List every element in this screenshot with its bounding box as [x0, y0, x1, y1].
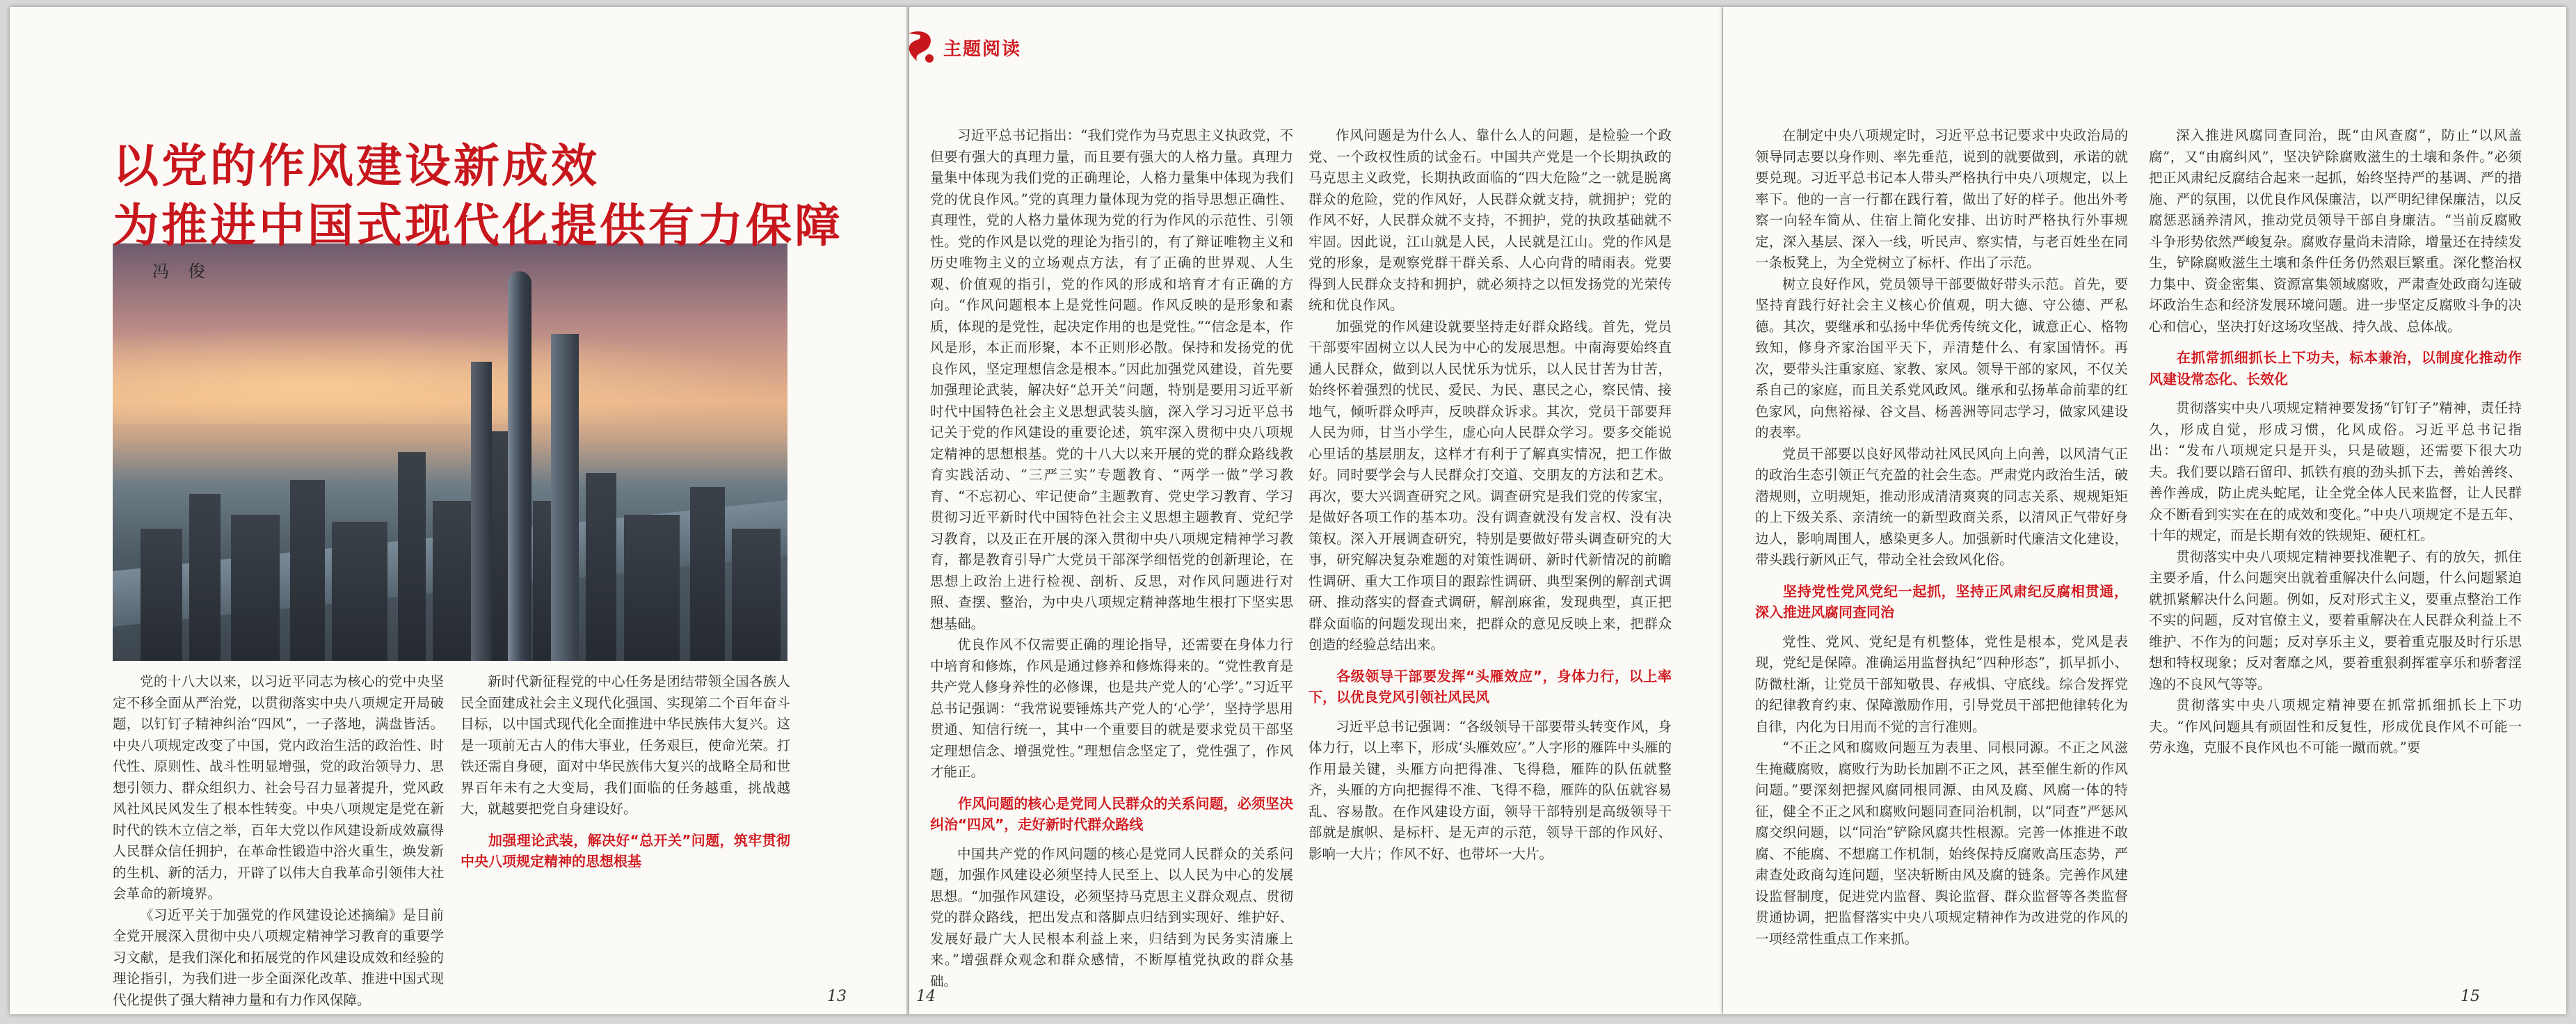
subheading: 作风问题的核心是党同人民群众的关系问题，必须坚决纠治“四风”，走好新时代群众路线: [930, 794, 1293, 833]
paragraph: 党员干部要以良好风带动社风民风向上向善，以风清气正的政治生态引领正气充盈的社会生态。严肃党内政治生活，破潜规则，立明规矩，推动形成清清爽爽的同志关系、规规矩矩的上下级关系、亲清统一的新型政商关系，以清风正气带好身边人，影响周围人，感染更多人。加强新时代廉洁文化建设，带头践行新风正气，带动全社会致风化俗。: [1755, 445, 2128, 568]
building: [732, 529, 781, 661]
building: [398, 452, 426, 661]
left-page: [10, 7, 909, 1014]
paragraph: 党性、党风、党纪是有机整体，党性是根本，党风是表现，党纪是保障。准确运用监督执纪“四种形态”，抓早抓小、防微杜渐，让党员干部知敬畏、存戒惧、守底线。综合发挥党的纪律教育约束、保障激励作用，引导党员干部把他律转化为自律，内化为日用而不觉的言行准则。: [1755, 633, 2128, 735]
middle-page: [909, 7, 1722, 1014]
subheading: 在抓常抓细抓长上下功夫，标本兼治，以制度化推动作风建设常态化、长效化: [2149, 349, 2522, 387]
building: [624, 515, 680, 661]
title-line-1: 以党的作风建设新成效: [113, 138, 600, 193]
paragraph: 习近平总书记强调：“各级领导干部要带头转变作风，身体力行，以上率下，形成‘头雁效应’。”人字形的雁阵中头雁的作用最关键，头雁方向把得准、飞得稳，雁阵的队伍就整齐，头雁的方向把握得不准、飞得不稳，雁阵的队伍就容易乱、容易散。在作风建设方面，领导干部特别是高级领导干部就是旗帜、是标杆、是无声的示范，领导干部的作风好、影响一大片；作风不好、也带坏一大片。: [1309, 718, 1672, 862]
building: [290, 480, 325, 661]
paragraph: 优良作风不仅需要正确的理论指导，还需要在身体力行中培育和修炼，作风是通过修养和修炼得来的。“党性教育是共产党人修身养性的必修课，也是共产党人的‘心学’。”习近平总书记强调：“我常说要锤炼共产党人的‘心学’，坚持学思用贯通、知信行统一，其中一个重要目的就是要求党员干部坚定理想信念、增强党性。”理想信念坚定了，党性强了，作风才能正。: [930, 637, 1293, 780]
paragraph: 深入推进风腐同查同治，既“由风查腐”，防止“以风盖腐”，又“由腐纠风”，坚决铲除腐败滋生的土壤和条件。”必须把正风肃纪反腐结合起来一起抓，始终坚持严的基调、严的措施、严的氛围，以优良作风保廉洁，以严明纪律保廉洁，以反腐惩恶涵养清风，推动党员领导干部自身廉洁。“当前反腐败斗争形势依然严峻复杂。腐败存量尚未清除，增量还在持续发生，铲除腐败滋生土壤和条件任务仍然艰巨繁重。深化整治权力集中、资金密集、资源富集领域腐败，严肃查处政商勾连破坏政治生态和经济发展环境问题。进一步坚定反腐败斗争的决心和信心，坚决打好这场攻坚战、持久战、总体战。: [2149, 127, 2522, 335]
text-column: [461, 671, 790, 977]
paragraph: 树立良好作风，党员领导干部要做好带头示范。首先，要坚持育践行好社会主义核心价值观，明大德、守公德、严私德。其次，要继承和弘扬中华优秀传统文化，诚意正心、格物致知，修身齐家治国平天下，弄清楚什么、有家国情怀。再次，要带头注重家庭、家教、家风。领导干部的家风，不仅关系自己的家庭，而且关系党风政风。继承和弘扬革命前辈的红色家风，向焦裕禄、谷文昌、杨善洲等同志学习，做家风建设的表率。: [1755, 275, 2128, 440]
author-name: 冯 俊: [152, 262, 212, 281]
article-title: [113, 136, 843, 255]
jin-mao-tower: [471, 362, 492, 661]
subheading: 加强理论武装，解决好“总开关”问题，筑牢贯彻中央八项规定精神的思想根基: [461, 831, 790, 870]
column-label: 主题阅读: [943, 39, 1022, 60]
subheading: 坚持党性党风党纪一起抓，坚持正风肃纪反腐相贯通，深入推进风腐同查同治: [1755, 582, 2128, 621]
page-number: 14: [916, 988, 936, 1005]
paragraph: 贯彻落实中央八项规定精神要找准靶子、有的放矢，抓住主要矛盾，什么问题突出就着重解决什么问题，什么问题紧迫就抓紧解决什么问题。例如，反对形式主义，要重点整治工作不实的问题，反对官僚主义，要着重解决在人民群众利益上不维护、不作为的问题；反对享乐主义，要着重克服及时行乐思想和特权现象；反对奢靡之风，要着重狠刹挥霍享乐和骄奢淫逸的不良风气等等。: [2149, 548, 2522, 692]
paragraph: 党的十八大以来，以习近平同志为核心的党中央坚定不移全面从严治党，以贯彻落实中央八项规定开局破题，以钉钉子精神纠治“四风”，一子落地，满盘皆活。中央八项规定改变了中国，党内政治生活的政治性、时代性、原则性、战斗性明显增强，党的政治领导力、思想引领力、群众组织力、社会号召力显著提升，党风政风社风民风发生了根本性转变。中央八项规定是党在新时代的铁木立信之举，百年大党以作风建设新成效赢得人民群众信任拥护，在革命性锻造中浴火重生，焕发新的生机、新的活力，开辟了以伟大自我革命引领伟大社会革命的新境界。: [113, 673, 444, 902]
news-logo-icon: [902, 28, 941, 67]
text-column: [1309, 125, 1672, 960]
paragraph: 在制定中央八项规定时，习近平总书记要求中央政治局的领导同志要以身作则、率先垂范，说到的就要做到，承诺的就要兑现。习近平总书记本人带头严格执行中央八项规定，以上率下。他的一言一行都在践行着，做出了好的样子。他出外考察一向轻车简从、住宿上简化安排、出访时严格执行外事规定，深入基层、深入一线，听民声、察实情，与老百姓坐在同一条板凳上，为全党树立了标杆、作出了示范。: [1755, 127, 2128, 271]
paragraph: 加强党的作风建设就要坚持走好群众路线。首先，党员干部要牢固树立以人民为中心的发展思想。中南海要始终直通人民群众，做到以人民忧乐为忧乐，以人民甘苦为甘苦，始终怀着强烈的忧民、爱民、为民、惠民之心，察民情、接地气，倾听群众呼声，反映群众诉求。其次，党员干部要拜人民为师，甘当小学生，虚心向人民群众学习。要多交能说心里话的基层朋友，这样才有利于了解真实情况，把工作做好。同时要学会与人民群众打交道、交朋友的方法和艺术。再次，要大兴调查研究之风。调查研究是我们党的传家宝，是做好各项工作的基本功。没有调查就没有发言权、没有决策权。深入开展调查研究，特别是要做好带头调查研究的大事，研究解决复杂难题的对策性调研、新时代新情况的前瞻性调研、重大工作项目的跟踪性调研、典型案例的解剖式调研、推动落实的督查式调研，解剖麻雀，发现典型，真正把群众面临的问题发现出来，把群众的意见反映上来，把群众创造的经验总结出来。: [1309, 318, 1672, 653]
paragraph: 《习近平关于加强党的作风建设论述摘编》是目前全党开展深入贯彻中央八项规定精神学习教育的重要学习文献，是我们深化和拓展党的作风建设成效和经验的理论指引，为我们进一步全面深化改革、推进中国式现代化提供了强大精神力量和有力作风保障。: [113, 906, 444, 1008]
page-number: 13: [827, 988, 847, 1005]
paragraph: “不正之风和腐败问题互为表里、同根同源。不正之风滋生掩藏腐败，腐败行为助长加剧不正之风，甚至催生新的作风问题。”要深刻把握风腐同根同源、由风及腐、风腐一体的特征，健全不正之风和腐败问题同查同治机制，以“同查”严惩风腐交织问题，以“同治”铲除风腐共性根源。完善一体推进不敢腐、不能腐、不想腐工作机制，始终保持反腐败高压态势，严肃查处政商勾连问题，坚决斩断由风及腐的链条。完善作风建设监督制度，促进党内监督、舆论监督、群众监督等各类监督贯通协调，把监督落实中央八项规定精神作为改进党的作风的一项经常性重点工作来抓。: [1755, 739, 2128, 947]
sunset-glow: [113, 327, 787, 424]
text-column: [113, 671, 444, 1008]
text-column: [1755, 125, 2128, 960]
paragraph: 新时代新征程党的中心任务是团结带领全国各族人民全面建成社会主义现代化强国、实现第二个百年奋斗目标，以中国式现代化全面推进中华民族伟大复兴。这是一项前无古人的伟大事业，任务艰巨，使命光荣。打铁还需自身硬，面对中华民族伟大复兴的战略全局和世界百年未有之大变局，我们面临的任务越重，挑战越大，就越要把党自身建设好。: [461, 673, 790, 817]
building: [231, 515, 280, 661]
paragraph: 贯彻落实中央八项规定精神要在抓常抓细抓长上下功夫。“作风问题具有顽固性和反复性，形成优良作风不可能一劳永逸，克服不良作风也不可能一蹴而就。”要: [2149, 697, 2522, 755]
title-line-2: 为推进中国式现代化提供有力保障: [113, 198, 843, 253]
text-column: [2149, 125, 2522, 960]
world-financial-center: [551, 334, 579, 661]
shanghai-tower: [508, 271, 531, 661]
building: [690, 487, 725, 661]
building: [189, 494, 221, 661]
text-column: [930, 125, 1293, 989]
right-page: [1723, 7, 2566, 1014]
paragraph: 贯彻落实中央八项规定精神要发扬“钉钉子”精神，责任持久，形成自觉，形成习惯，化风成俗。习近平总书记指出：“发布八项规定只是开头，只是破题，还需要下很大功夫。我们要以踏石留印、抓铁有痕的劲头抓下去，善始善终、善作善成，防止虎头蛇尾，让全党全体人民来监督，让人民群众不断看到实实在在的成效和变化。”中央八项规定不是五年、十年的规定，而是长期有效的铁规矩、硬杠杠。: [2149, 400, 2522, 543]
building: [332, 522, 387, 661]
paragraph: 习近平总书记指出：“我们党作为马克思主义执政党，不但要有强大的真理力量，而且要有强大的人格力量。真理力量集中体现为我们党的正确理论，人格力量集中体现为我们党的优良作风。”党的真理力量体现为党的指导思想正确性、真理性，党的人格力量体现为党的行为作风的示范性、引领性。党的作风是以党的理论为指引的，有了辩证唯物主义和历史唯物主义的立场观点方法，有了正确的世界观、人生观、价值观的指引，党的作风的形成和培育才有正确的方向。“作风问题根本上是党性问题。作风反映的是形象和素质，体现的是党性，起决定作用的也是党性。”“信念是本，作风是形，本正而形聚，本不正则形必散。保持和发扬党的优良作风，坚定理想信念是根本。”因此加强党风建设，首先要加强理论武装，解决好“总开关”问题，特别是要用习近平新时代中国特色社会主义思想武装头脑，深入学习习近平总书记关于党的作风建设的重要论述，筑牢深入贯彻中央八项规定精神的思想根基。党的十八大以来开展的党的群众路线教育实践活动、“三严三实”专题教育、“两学一做”学习教育、“不忘初心、牢记使命”主题教育、党史学习教育、学习贯彻习近平新时代中国特色社会主义思想主题教育、党纪学习教育，以及正在开展的深入贯彻中央八项规定精神学习教育，都是教育引导广大党员干部深学细悟党的创新理论，在思想上政治上进行检视、剖析、反思，对作风问题进行对照、查摆、整治，为中央八项规定精神落地生根打下坚实思想基础。: [930, 127, 1293, 632]
building: [586, 473, 616, 661]
paragraph: 作风问题是为什么人、靠什么人的问题，是检验一个政党、一个政权性质的试金石。中国共产党是一个长期执政的马克思主义政党，长期执政面临的“四大危险”之一就是脱离群众的危险，党的作风好，人民群众就支持，就拥护；党的作风不好，人民群众就不支持，不拥护，党的执政基础就不牢固。因此说，江山就是人民，人民就是江山。党的作风是党的形象，是观察党群干群关系、人心向背的晴雨表。党要得到人民群众支持和拥护，就必须持之以恒发扬党的光荣传统和优良作风。: [1309, 127, 1672, 313]
paragraph: 中国共产党的作风问题的核心是党同人民群众的关系问题，加强作风建设必须坚持人民至上、以人民为中心的发展思想。“加强作风建设，必须坚持马克思主义群众观点、贯彻党的群众路线，把出发点和落脚点归结到实现好、维护好、发展好最广大人民根本利益上来，归结到为民务实清廉上来。”增强群众观念和群众感情，不断厚植党执政的群众基础。: [930, 845, 1293, 989]
shanghai-skyline-photo: [113, 243, 787, 661]
page-number: 15: [2461, 988, 2480, 1005]
building: [141, 529, 182, 661]
subheading: 各级领导干部要发挥“头雁效应”，身体力行，以上率下，以优良党风引领社风民风: [1309, 667, 1672, 705]
